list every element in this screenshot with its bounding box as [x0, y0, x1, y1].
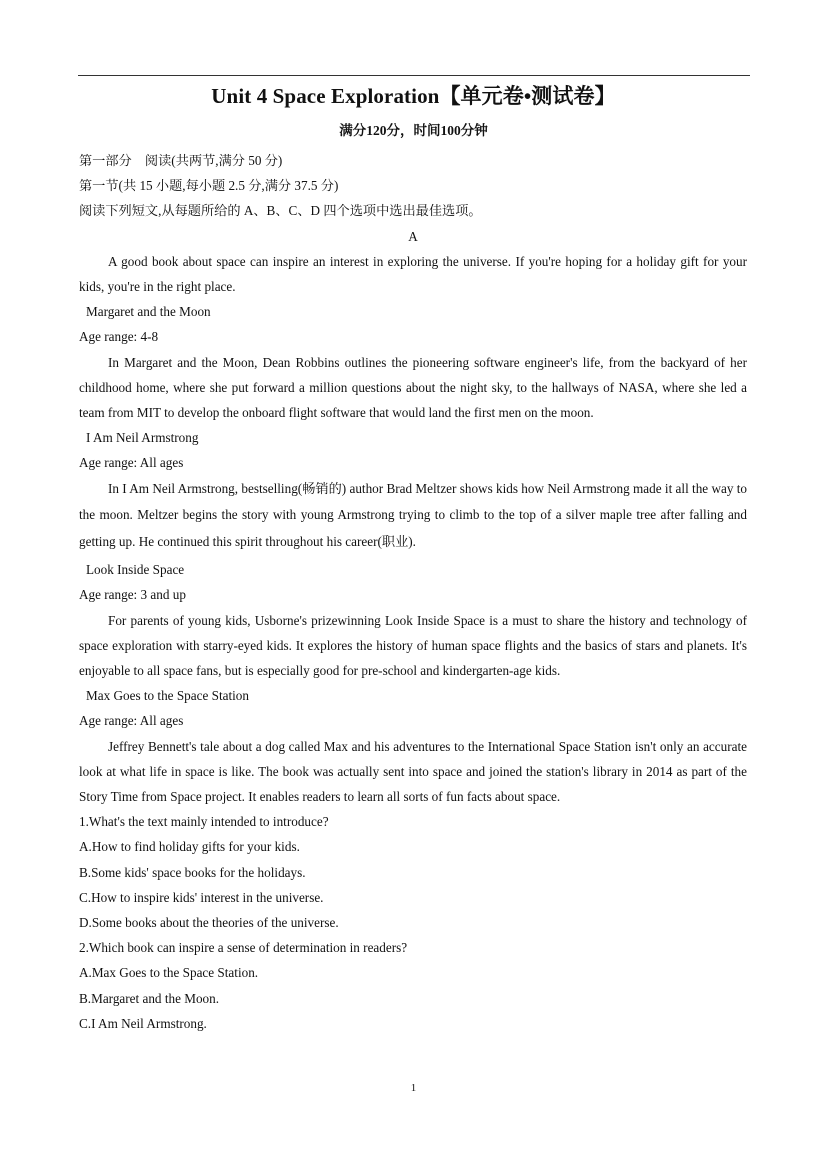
question-stem: 2.Which book can inspire a sense of determination in readers? — [79, 940, 408, 956]
question-option: A.Max Goes to the Space Station. — [79, 965, 259, 981]
section-heading: 第一节(共 15 小题,每小题 2.5 分,满分 37.5 分) — [79, 178, 339, 194]
passage-letter: A — [408, 228, 418, 244]
book-description: Jeffrey Bennett's tale about a dog called Max and his adventures to the International Space Station isn't only an accurate look at what life in space is like. The book was actually sent into space and joined the station's library in 2014 as part of the Story Time from Space project. It enables readers to learn all sorts of fun facts about space. — [79, 738, 747, 804]
question-option: C.I Am Neil Armstrong. — [79, 1015, 207, 1031]
book-title: Look Inside Space — [86, 562, 185, 578]
question-option: C.How to inspire kids' interest in the universe. — [79, 889, 324, 905]
question-option: A.How to find holiday gifts for your kids. — [79, 839, 300, 855]
page-number: 1 — [410, 1082, 417, 1094]
book-age-range: Age range: 3 and up — [79, 587, 186, 603]
book-description: In Margaret and the Moon, Dean Robbins outlines the pioneering software engineer's life, from the backyard of her childhood home, where she put forward a million questions about the night sky, to the hallways of NASA, where she led a team from MIT to develop the onboard flight software that would land the first men on the moon. — [79, 354, 747, 421]
book-age-range: Age range: All ages — [79, 713, 184, 729]
instruction: 阅读下列短文,从每题所给的 A、B、C、D 四个选项中选出最佳选项。 — [79, 203, 482, 219]
book-title: Margaret and the Moon — [86, 304, 211, 320]
question-option: B.Margaret and the Moon. — [79, 990, 220, 1006]
page-subtitle: 满分120分，时间100分钟 — [339, 123, 488, 138]
book-title: Max Goes to the Space Station — [86, 688, 249, 704]
book-description: In I Am Neil Armstrong, bestselling(畅销的) author Brad Meltzer shows kids how Neil Armstrong made it all the way to the moon. Meltzer begins the story with young Armstrong trying to climb to the top of a silver maple tree after falling and getting up. He continued this spirit throughout his career(职业). — [79, 480, 747, 549]
passage-opening: A good book about space can inspire an interest in exploring the universe. If you're hoping for a holiday gift for your kids, you're in the right place. — [79, 253, 747, 295]
book-age-range: Age range: 4-8 — [79, 329, 159, 345]
question-option: D.Some books about the theories of the universe. — [79, 914, 339, 930]
document-body — [79, 148, 747, 1036]
header-rule — [78, 75, 750, 76]
question-option: B.Some kids' space books for the holidays. — [79, 864, 306, 880]
page-title: Unit 4 Space Exploration【单元卷•测试卷】 — [211, 84, 616, 108]
book-age-range: Age range: All ages — [79, 455, 184, 471]
question-stem: 1.What's the text mainly intended to introduce? — [79, 814, 329, 830]
book-title: I Am Neil Armstrong — [86, 430, 199, 446]
part-heading: 第一部分 阅读(共两节,满分 50 分) — [79, 153, 283, 168]
book-description: For parents of young kids, Usborne's prizewinning Look Inside Space is a must to share the history and technology of space exploration with starry-eyed kids. It explores the history of human space flights and the basics of stars and planets. It's enjoyable to all space fans, but is especially good for pre-school and kindergarten-age kids. — [79, 612, 747, 678]
